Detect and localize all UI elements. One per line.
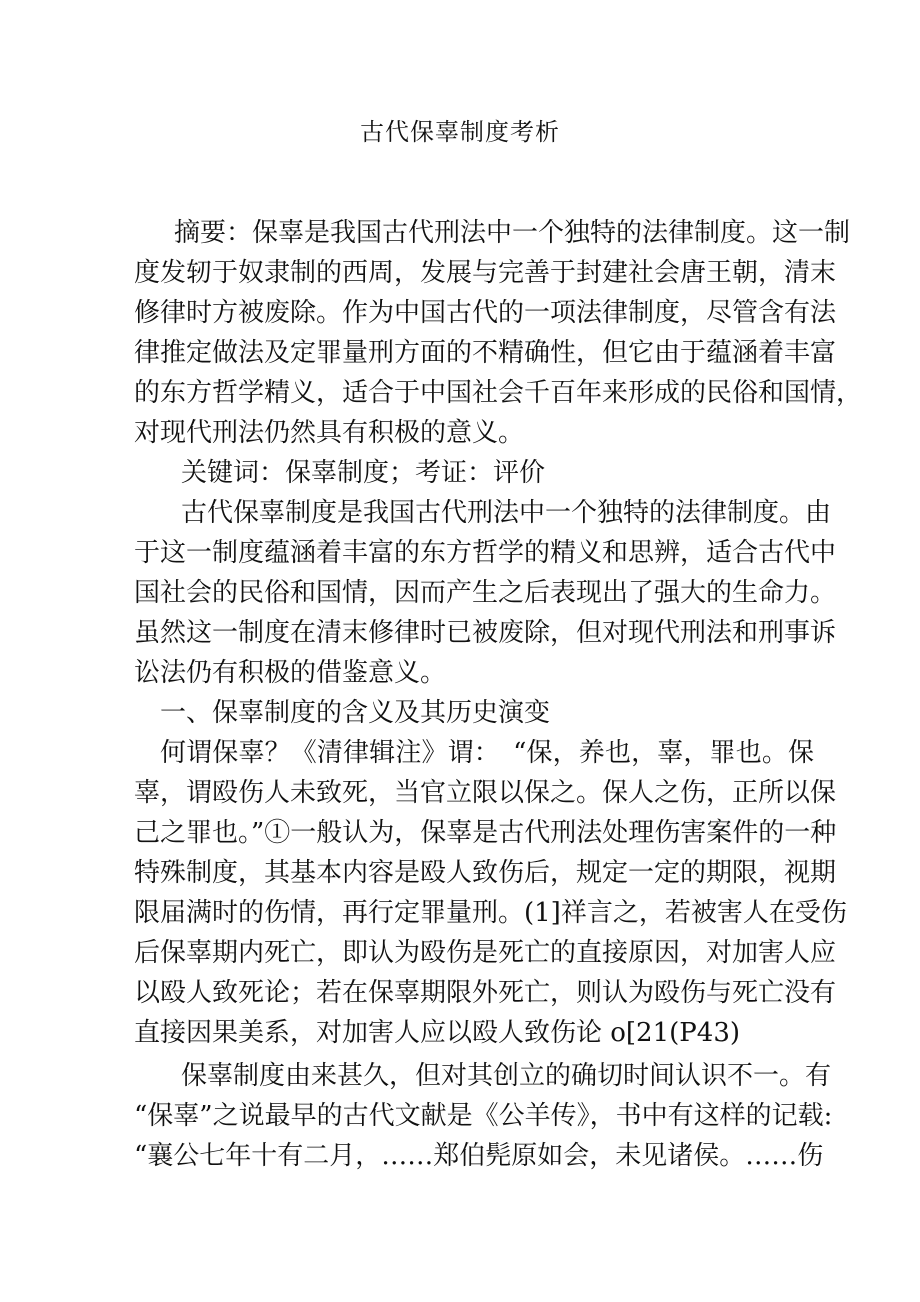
abstract-line: 度发轫于奴隶制的西周，发展与完善于封建社会唐王朝，清末 — [134, 258, 837, 288]
keywords-line: 关键词：保辜制度；考证：评价 — [181, 458, 546, 488]
body-paragraph-line: 直接因果美系，对加害人应以殴人致伤论 o[21(P43) — [134, 1018, 741, 1048]
body-paragraph-line: 限届满时的伤情，再行定罪量刑。(1]祥言之，若被害人在受伤 — [134, 898, 847, 928]
abstract-line: 的东方哲学精义，适合于中国社会千百年来形成的民俗和国情， — [134, 378, 863, 408]
body-paragraph-line: “保辜”之说最早的古代文献是《公羊传》，书中有这样的记载: — [134, 1101, 833, 1131]
body-paragraph-line: 辜，谓殴伤人未致死，当官立限以保之。保人之伤，正所以保 — [134, 778, 837, 808]
section-heading: 一、保辜制度的含义及其历史演变 — [160, 698, 551, 728]
body-paragraph-line: 后保辜期内死亡，即认为殴伤是死亡的直接原因，对加害人应 — [134, 938, 837, 968]
abstract-line: 律推定做法及定罪量刑方面的不精确性，但它由于蕴涵着丰富 — [134, 338, 837, 368]
abstract-line: 对现代刑法仍然具有积极的意义。 — [134, 418, 525, 448]
body-paragraph-line: 特殊制度，其基本内容是殴人致伤后，规定一定的期限，视期 — [134, 858, 837, 888]
body-paragraph-line: 以殴人致死论；若在保辜期限外死亡，则认为殴伤与死亡没有 — [134, 978, 837, 1008]
intro-paragraph-line: 于这一制度蕴涵着丰富的东方哲学的精义和思辨，适合古代中 — [134, 538, 837, 568]
intro-paragraph-line: 虽然这一制度在清末修律时已被废除，但对现代刑法和刑事诉 — [134, 618, 837, 648]
intro-paragraph-line: 讼法仍有积极的借鉴意义。 — [134, 658, 447, 688]
body-paragraph-line: 何谓保辜？《清律辑注》谓： “保，养也，辜，罪也。保 — [160, 738, 814, 768]
intro-paragraph-line: 古代保辜制度是我国古代刑法中一个独特的法律制度。由 — [181, 498, 832, 528]
abstract-line: 摘要：保辜是我国古代刑法中一个独特的法律制度。这一制 — [174, 218, 851, 248]
document-title: 古代保辜制度考析 — [360, 118, 560, 146]
body-paragraph-line: “襄公七年十有二月，……郑伯髡原如会，未见诸侯。……伤 — [134, 1141, 824, 1171]
intro-paragraph-line: 国社会的民俗和国情，因而产生之后表现出了强大的生命力。 — [134, 578, 837, 608]
body-paragraph-line: 己之罪也。”①一般认为，保辜是古代刑法处理伤害案件的一种 — [134, 818, 837, 848]
body-paragraph-line: 保辜制度由来甚久，但对其创立的确切时间认识不一。有 — [181, 1061, 832, 1091]
abstract-line: 修律时方被废除。作为中国古代的一项法律制度，尽管含有法 — [134, 298, 837, 328]
